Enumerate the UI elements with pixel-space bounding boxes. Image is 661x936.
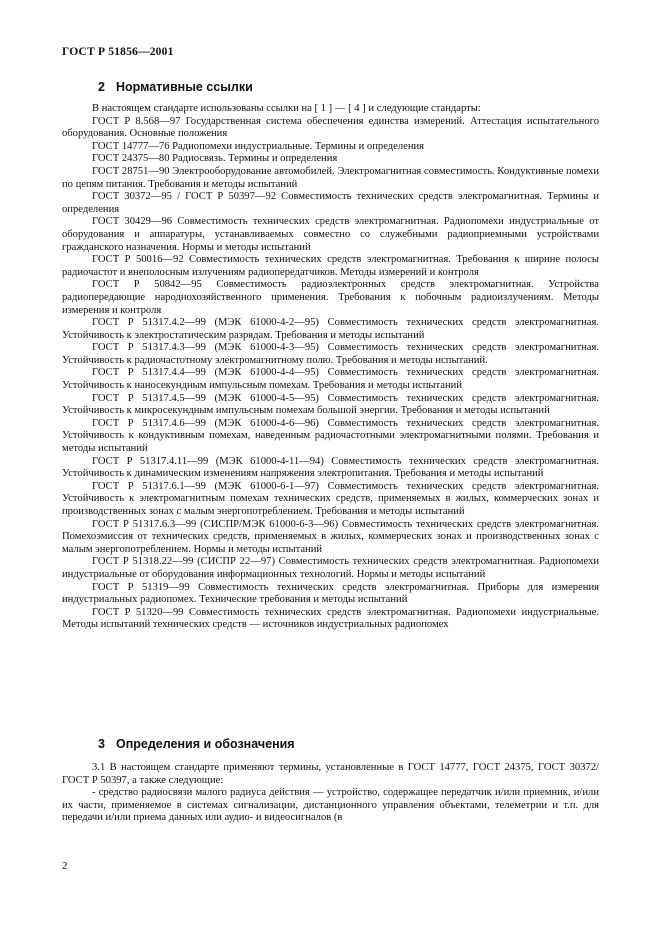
reference-item: ГОСТ Р 51317.6.3—99 (СИСПР/МЭК 61000-6-3—96) Совместимость технических средств электромагнитная. Помехоэмиссия от технических средств, применяемых в жилых, коммерческих зонах и производственных зонах с малым энергопотреблением. Нормы и методы испытаний xyxy=(62,518,599,555)
section-3-heading xyxy=(98,737,295,751)
reference-item: ГОСТ Р 51317.4.5—99 (МЭК 61000-4-5—95) Совместимость технических средств электромагнитная. Устойчивость к микросекундным импульсным помехам большой энергии. Требования и методы испытаний xyxy=(62,392,599,417)
reference-item: ГОСТ 30372—95 / ГОСТ Р 50397—92 Совместимость технических средств электромагнитная. Термины и определения xyxy=(62,191,599,215)
reference-item: ГОСТ Р 51320—99 Совместимость технических средств электромагнитная. Радиопомехи индустриальные. Методы испытаний технических средств — источников индустриальных радиопомех xyxy=(62,606,599,631)
reference-item: ГОСТ Р 50842—95 Совместимость радиоэлектронных средств электромагнитная. Устройства радиопередающие народнохозяйственного применения. Требования к побочным радиоизлучениям. Методы измерения и контроля xyxy=(62,279,599,316)
reference-item: ГОСТ Р 51317.4.3—99 (МЭК 61000-4-3—95) Совместимость технических средств электромагнитная. Устойчивость к радиочастотному электромагнитному полю. Требования и методы испытаний. xyxy=(62,342,599,366)
reference-item: ГОСТ Р 51317.4.11—99 (МЭК 61000-4-11—94) Совместимость технических средств электромагнитная. Устойчивость к динамическим изменениям напряжения электропитания. Требования и методы испытаний xyxy=(62,455,599,480)
reference-item: ГОСТ Р 51317.4.2—99 (МЭК 61000-4-2—95) Совместимость технических средств электромагнитная. Устойчивость к электростатическим разрядам. Требования и методы испытаний xyxy=(62,317,599,341)
section-2-title: Нормативные ссылки xyxy=(116,80,253,94)
section-2-number: 2 xyxy=(98,80,105,94)
section-3-title: Определения и обозначения xyxy=(116,737,295,751)
section-2-heading xyxy=(98,80,253,94)
reference-item: ГОСТ Р 51317.4.4—99 (МЭК 61000-4-4—95) Совместимость технических средств электромагнитная. Устойчивость к наносекундным импульсным помехам. Требования и методы испытаний xyxy=(62,367,599,392)
reference-item: ГОСТ 30429—96 Совместимость технических средств электромагнитная. Радиопомехи индустриальные от оборудования и аппаратуры, устанавливаемых совместно со служебными радиоприемными устройствами гражданского назначения. Нормы и методы испытаний xyxy=(62,216,599,253)
reference-item: ГОСТ 24375—80 Радиосвязь. Термины и определения xyxy=(92,153,338,165)
paragraph: В настоящем стандарте использованы ссылки на [ 1 ] — [ 4 ] и следующие стандарты: xyxy=(92,103,481,114)
section-2-body xyxy=(62,103,599,632)
reference-item: ГОСТ Р 8.568—97 Государственная система обеспечения единства измерений. Аттестация испытательного оборудования. Основные положения xyxy=(62,115,599,140)
paragraph: 3.1 В настоящем стандарте применяют термины, установленные в ГОСТ 14777, ГОСТ 24375, ГОСТ 30372/ГОСТ Р 50397, а также следующие: xyxy=(62,762,599,786)
page-number: 2 xyxy=(62,860,68,872)
section-3-number: 3 xyxy=(98,737,105,751)
document-header: ГОСТ Р 51856—2001 xyxy=(62,46,174,58)
reference-item: ГОСТ 14777—76 Радиопомехи индустриальные. Термины и определения xyxy=(92,140,425,152)
section-3-body xyxy=(62,762,599,825)
reference-item: ГОСТ Р 51317.4.6—99 (МЭК 61000-4-6—96) Совместимость технических средств электромагнитная. Устойчивость к кондуктивным помехам, наведенным радиочастотными электромагнитными полями. Требования и методы испытаний xyxy=(62,417,599,455)
definition-item: - средство радиосвязи малого радиуса действия — устройство, содержащее передатчик и/или приемник, и/или их части, применяемое в системах сигнализации, дистанционного управления объектами, телеметрии и т.п. для передачи и/или приема данных или аудио- и видеосигналов (в xyxy=(62,787,599,824)
reference-item: ГОСТ 28751—90 Электрооборудование автомобилей. Электромагнитная совместимость. Кондуктивные помехи по цепям питания. Требования и методы испытаний xyxy=(62,165,599,190)
reference-item: ГОСТ Р 51318.22—99 (СИСПР 22—97) Совместимость технических средств электромагнитная. Радиопомехи индустриальные от оборудования информационных технологий. Нормы и методы испытаний xyxy=(62,556,599,580)
reference-item: ГОСТ Р 51319—99 Совместимость технических средств электромагнитная. Приборы для измерения индустриальных радиопомех. Технические требования и методы испытаний xyxy=(62,581,599,606)
reference-item: ГОСТ Р 50016—92 Совместимость технических средств электромагнитная. Требования к ширине полосы радиочастот и внеполосным излучениям радиопередатчиков. Методы измерений и контроля xyxy=(62,254,599,278)
reference-item: ГОСТ Р 51317.6.1—99 (МЭК 61000-6-1—97) Совместимость технических средств электромагнитная. Устойчивость к электромагнитным помехам технических средств, применяемых в жилых, коммерческих зонах и производственных зонах с малым энергопотреблением. Требования и методы испытаний xyxy=(62,480,599,517)
